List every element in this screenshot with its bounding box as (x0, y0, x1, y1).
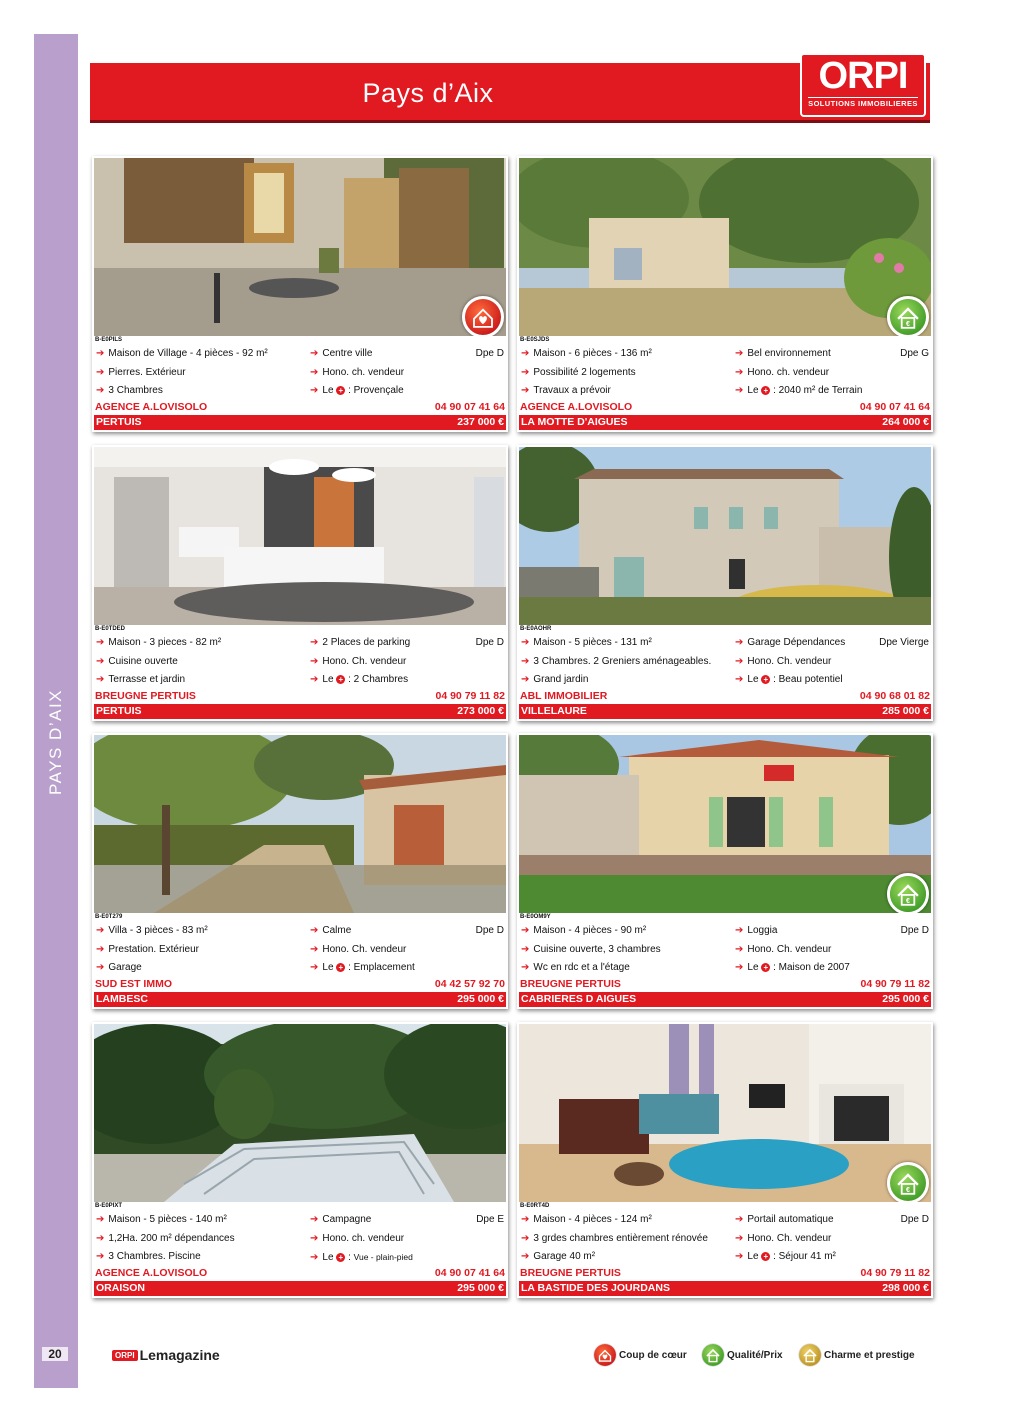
listing-ref: B-E0PILS (94, 336, 506, 345)
listing-ref: B-E0T279 (94, 913, 506, 922)
feature: ➔ Le + : 2040 m² de Terrain (735, 385, 863, 396)
legend-charme-prestige: Charme et prestige (799, 1342, 915, 1368)
agency-name: BREUGNE PERTUIS (520, 1267, 621, 1279)
listing-card[interactable] (92, 1022, 508, 1298)
feature: ➔ 1,2Ha. 200 m² dépendances (96, 1232, 235, 1244)
price: 285 000 € (882, 705, 929, 717)
city: CABRIERES D AIGUES (521, 993, 637, 1005)
qualite-prix-icon (887, 296, 929, 338)
property-photo (94, 447, 506, 625)
agency-phone[interactable]: 04 90 68 01 82 (859, 690, 930, 702)
features-left (96, 922, 296, 978)
svg-text:€: € (906, 319, 910, 328)
feature: ➔ Maison - 3 pieces - 82 m² (96, 637, 222, 648)
listing-ref: B-E0AOHR (519, 625, 931, 634)
price: 273 000 € (457, 705, 504, 717)
feature: ➔ Le + : 2 Chambres (310, 674, 409, 685)
agency-phone[interactable]: 04 90 79 11 82 (860, 978, 930, 990)
price: 295 000 € (882, 993, 929, 1005)
feature: ➔ Hono. Ch. vendeur (310, 655, 407, 667)
agency-name: SUD EST IMMO (95, 978, 173, 990)
price-bar (519, 415, 931, 430)
city: LA BASTIDE DES JOURDANS (521, 1282, 670, 1294)
listing-card[interactable] (92, 445, 508, 721)
features-left (521, 634, 721, 690)
feature: ➔ Bel environnement (735, 348, 831, 359)
qualite-prix-icon (702, 1344, 724, 1366)
listing-ref: B-E0TDED (94, 625, 506, 634)
agency-row (519, 400, 931, 415)
feature: ➔ Terrasse et jardin (96, 674, 186, 685)
feature: ➔ Cuisine ouverte (96, 655, 178, 667)
listing-card[interactable] (517, 156, 933, 432)
features-left (521, 1211, 721, 1267)
agency-row (94, 400, 506, 415)
price-bar (94, 415, 506, 430)
agency-row (519, 977, 931, 992)
feature: ➔ Hono. ch. vendeur (310, 1232, 405, 1244)
listing-card[interactable] (517, 445, 933, 721)
coup-de-coeur-icon (594, 1344, 616, 1366)
agency-name: AGENCE A.LOVISOLO (520, 401, 633, 413)
feature: ➔ 3 Chambres. Piscine (96, 1251, 201, 1262)
dpe-rating: Dpe D (475, 637, 504, 648)
price: 264 000 € (882, 416, 929, 428)
features-left (521, 345, 721, 401)
listing-card[interactable] (517, 1022, 933, 1298)
property-photo (94, 158, 506, 336)
feature: ➔ Hono. ch. vendeur (310, 366, 405, 378)
city: ORAISON (96, 1282, 146, 1294)
feature: ➔ Maison - 4 pièces - 90 m² (521, 925, 647, 936)
price: 237 000 € (457, 416, 504, 428)
dpe-rating: Dpe E (476, 1214, 504, 1225)
listing-card[interactable] (92, 733, 508, 1009)
plus-icon: + (761, 1252, 770, 1261)
feature: ➔ Garage Dépendances (735, 637, 846, 648)
dpe-rating: Dpe D (475, 925, 504, 936)
plus-icon: + (761, 963, 770, 972)
features-left (96, 634, 296, 690)
feature: ➔ Le + : Beau potentiel (735, 674, 843, 685)
property-photo (519, 1024, 931, 1202)
agency-row (94, 689, 506, 704)
feature: ➔ Maison de Village - 4 pièces - 92 m² (96, 348, 268, 359)
property-photo (94, 735, 506, 913)
feature: ➔ Calme (310, 925, 352, 936)
feature: ➔ Hono. Ch. vendeur (735, 1232, 832, 1244)
agency-phone[interactable]: 04 90 07 41 64 (434, 1267, 505, 1279)
feature: ➔ Villa - 3 pièces - 83 m² (96, 925, 208, 936)
legend-coup-de-coeur: Coup de cœur (594, 1342, 687, 1368)
listing-ref: B-E0SJDS (519, 336, 931, 345)
feature: ➔ 3 Chambres. 2 Greniers aménageables. (521, 655, 712, 667)
dpe-rating: Dpe D (900, 925, 929, 936)
price-bar (519, 704, 931, 719)
listing-ref: B-E0PIXT (94, 1202, 506, 1211)
plus-icon: + (761, 386, 770, 395)
feature: ➔ 2 Places de parking (310, 637, 411, 648)
feature: ➔ Le + : Emplacement (310, 962, 415, 973)
page-number: 20 (42, 1347, 68, 1361)
price: 295 000 € (457, 1282, 504, 1294)
svg-text:€: € (906, 1185, 910, 1194)
feature: ➔ Garage (96, 962, 142, 973)
feature: ➔ Possibilité 2 logements (521, 366, 636, 378)
plus-icon: + (336, 386, 345, 395)
feature: ➔ Hono. ch. vendeur (735, 366, 830, 378)
listing-card[interactable] (517, 733, 933, 1009)
property-photo (94, 1024, 506, 1202)
agency-row (94, 977, 506, 992)
agency-name: AGENCE A.LOVISOLO (95, 1267, 208, 1279)
price-bar (94, 992, 506, 1007)
features-left (96, 1211, 296, 1267)
feature: ➔ 3 grdes chambres entièrement rénovée (521, 1232, 708, 1244)
feature: ➔ Portail automatique (735, 1214, 834, 1225)
page-title: Pays d’Aix (362, 78, 494, 108)
plus-icon: + (336, 675, 345, 684)
feature: ➔ Maison - 4 pièces - 124 m² (521, 1214, 652, 1225)
plus-icon: + (761, 675, 770, 684)
feature: ➔ Cuisine ouverte, 3 chambres (521, 943, 661, 955)
feature: ➔ Le + : Maison de 2007 (735, 962, 850, 973)
side-strip (34, 34, 78, 1388)
dpe-rating: Dpe D (900, 1214, 929, 1225)
city: PERTUIS (96, 705, 142, 717)
property-photo (519, 158, 931, 336)
agency-row (519, 689, 931, 704)
feature: ➔ Pierres. Extérieur (96, 366, 186, 378)
agency-name: ABL IMMOBILIER (520, 690, 608, 702)
feature: ➔ Garage 40 m² (521, 1251, 596, 1262)
plus-icon: + (336, 963, 345, 972)
side-label: PAYS D’AIX (46, 688, 66, 796)
dpe-rating: Dpe D (475, 348, 504, 359)
qualite-prix-icon (887, 873, 929, 915)
orpi-logo: ORPI SOLUTIONS IMMOBILIERES (800, 53, 926, 117)
city: LA MOTTE D'AIGUES (521, 416, 628, 428)
feature: ➔ Travaux a prévoir (521, 385, 611, 396)
feature: ➔ Centre ville (310, 348, 373, 359)
qualite-prix-icon (887, 1162, 929, 1204)
feature: ➔ Le + : Provençale (310, 385, 404, 396)
feature: ➔ Le + : Vue - plain-pied (310, 1252, 413, 1263)
feature: ➔ Campagne (310, 1214, 372, 1225)
dpe-rating: Dpe Vierge (879, 637, 929, 648)
city: LAMBESC (96, 993, 148, 1005)
feature: ➔ Hono. Ch. vendeur (310, 943, 407, 955)
city: PERTUIS (96, 416, 142, 428)
price: 298 000 € (882, 1282, 929, 1294)
listing-ref: B-E0OM9Y (519, 913, 931, 922)
footer-magazine-logo: ORPI Lemagazine (112, 1347, 220, 1363)
feature: ➔ Hono. Ch. vendeur (735, 655, 832, 667)
feature: ➔ Grand jardin (521, 674, 589, 685)
feature: ➔ Hono. Ch. vendeur (735, 943, 832, 955)
price-bar (519, 1281, 931, 1296)
listing-card[interactable] (92, 156, 508, 432)
feature: ➔ Maison - 5 pièces - 131 m² (521, 637, 652, 648)
city: VILLELAURE (521, 705, 587, 717)
feature: ➔ Wc en rdc et a l'étage (521, 962, 630, 973)
charme-prestige-icon (799, 1344, 821, 1366)
agency-row (94, 1266, 506, 1281)
price-bar (519, 992, 931, 1007)
agency-phone[interactable]: 04 42 57 92 70 (434, 978, 505, 990)
agency-name: BREUGNE PERTUIS (520, 978, 621, 990)
feature: ➔ 3 Chambres (96, 385, 163, 396)
agency-name: AGENCE A.LOVISOLO (95, 401, 208, 413)
agency-phone[interactable]: 04 90 07 41 64 (859, 401, 930, 413)
feature: ➔ Maison - 5 pièces - 140 m² (96, 1214, 227, 1225)
listing-ref: B-E0RT4D (519, 1202, 931, 1211)
features-left (96, 345, 296, 401)
agency-phone[interactable]: 04 90 07 41 64 (434, 401, 505, 413)
feature: ➔ Prestation. Extérieur (96, 943, 199, 955)
price: 295 000 € (457, 993, 504, 1005)
property-photo (519, 447, 931, 625)
price-bar (94, 1281, 506, 1296)
legend-qualite-prix: Qualité/Prix (702, 1342, 783, 1368)
svg-text:€: € (906, 896, 910, 905)
agency-phone[interactable]: 04 90 79 11 82 (435, 690, 505, 702)
feature: ➔ Le + : Séjour 41 m² (735, 1251, 836, 1262)
agency-phone[interactable]: 04 90 79 11 82 (860, 1267, 930, 1279)
price-bar (94, 704, 506, 719)
dpe-rating: Dpe G (900, 348, 929, 359)
section-header (90, 55, 930, 123)
features-left (521, 922, 721, 978)
feature: ➔ Maison - 6 pièces - 136 m² (521, 348, 652, 359)
plus-icon: + (336, 1253, 345, 1262)
agency-row (519, 1266, 931, 1281)
property-photo (519, 735, 931, 913)
coup-de-coeur-icon (462, 296, 504, 338)
feature: ➔ Loggia (735, 925, 778, 936)
agency-name: BREUGNE PERTUIS (95, 690, 196, 702)
